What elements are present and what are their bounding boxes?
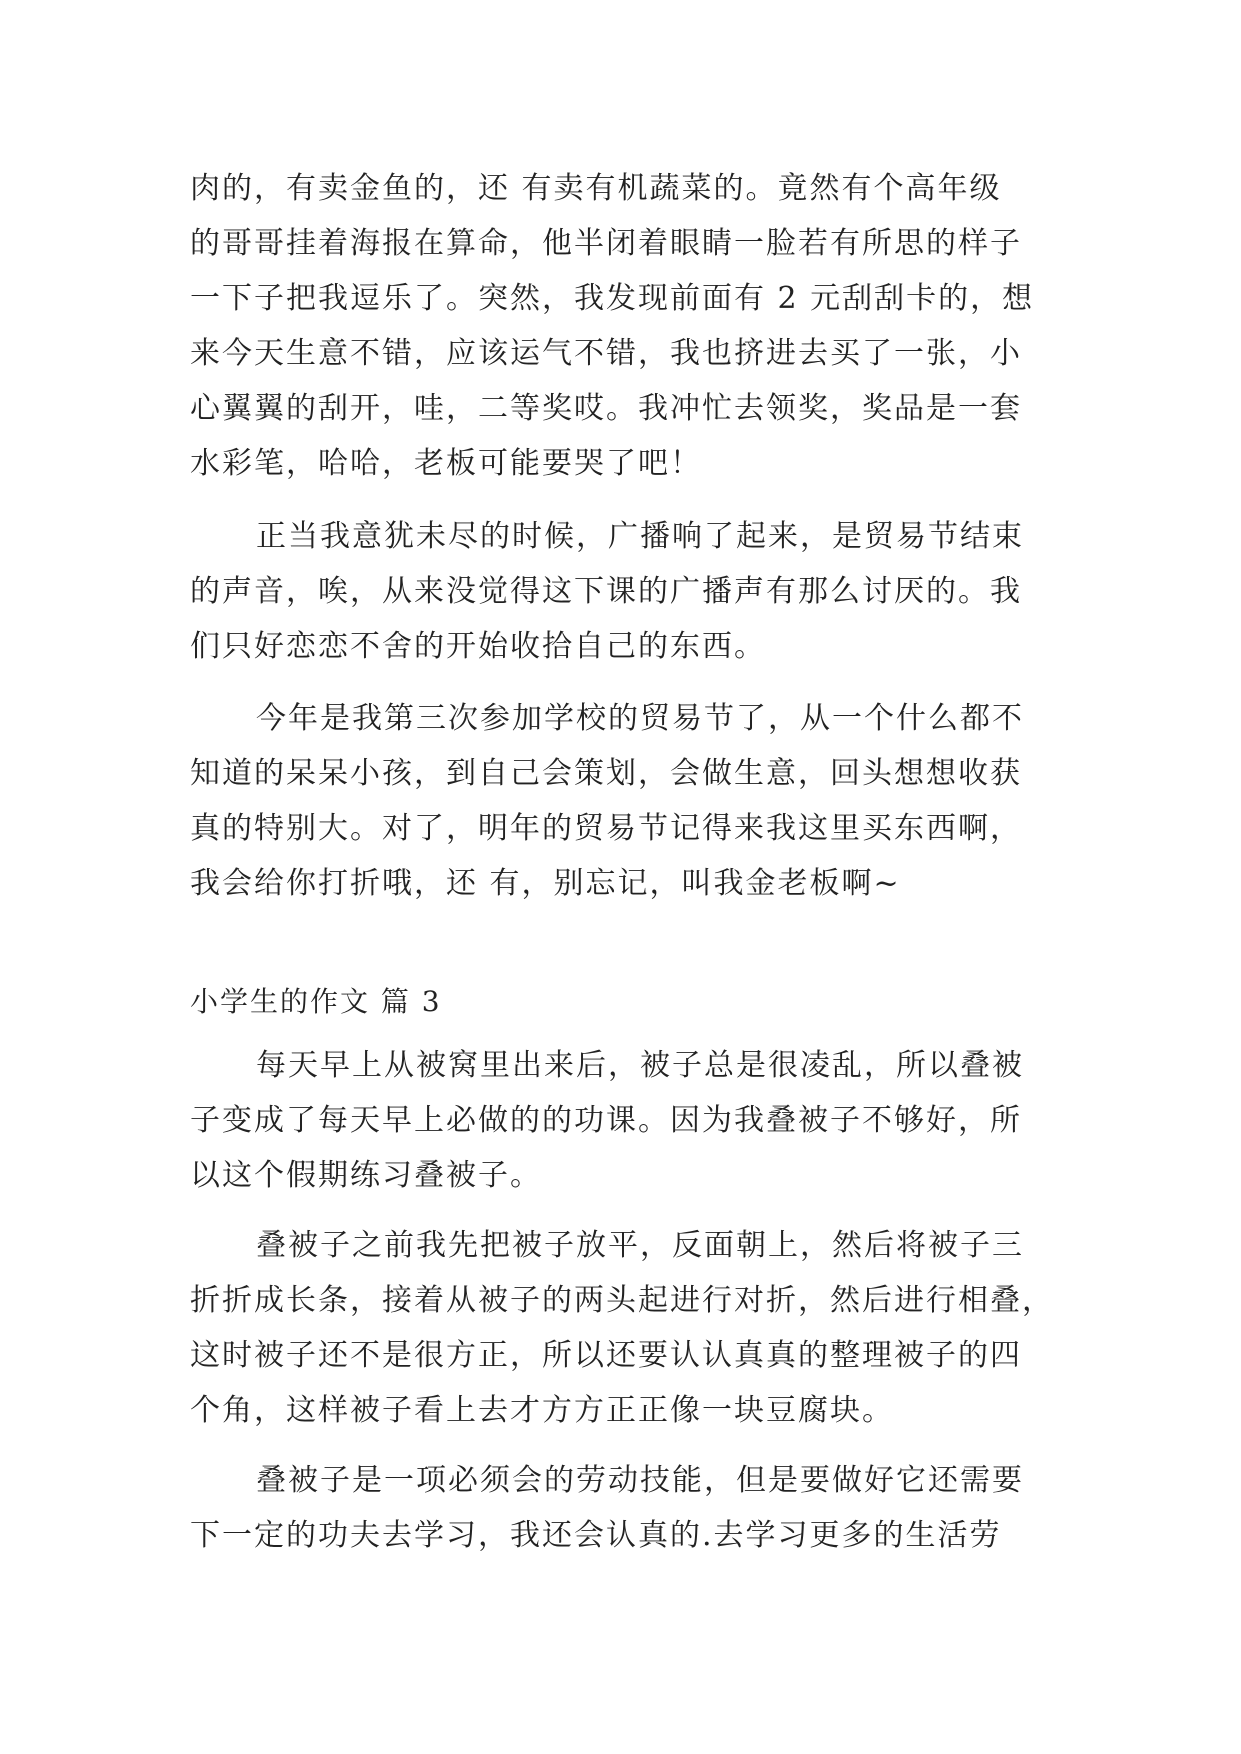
text-line: 叠被子是一项必须会的劳动技能，但是要做好它还需要 bbox=[256, 1463, 1024, 1498]
paragraph-messy-quilt bbox=[190, 1038, 1090, 1203]
text-line: 个角，这样被子看上去才方方正正像一块豆腐块。 bbox=[190, 1393, 894, 1428]
text-line: 水彩笔，哈哈，老板可能要哭了吧！ bbox=[190, 446, 702, 481]
paragraph-labor-skill bbox=[190, 1453, 1090, 1563]
text-line: 的哥哥挂着海报在算命，他半闭着眼睛一脸若有所思的样子 bbox=[190, 226, 1022, 261]
text-line: 下一定的功夫去学习，我还会认真的.去学习更多的生活劳 bbox=[190, 1518, 1002, 1553]
text-line: 一下子把我逗乐了。突然，我发现前面有 2 元刮刮卡的，想 bbox=[190, 281, 1035, 316]
text-line: 每天早上从被窝里出来后，被子总是很凌乱，所以叠被 bbox=[256, 1048, 1024, 1083]
paragraph-folding-steps bbox=[190, 1218, 1090, 1438]
text-line: 我会给你打折哦，还 有，别忘记，叫我金老板啊~ bbox=[190, 866, 901, 901]
paragraph-broadcast-end bbox=[190, 509, 1090, 674]
paragraph-market-fun bbox=[190, 161, 1090, 491]
text-line: 心翼翼的刮开，哇，二等奖哎。我冲忙去领奖，奖品是一套 bbox=[190, 391, 1022, 426]
text-line: 这时被子还不是很方正，所以还要认认真真的整理被子的四 bbox=[190, 1338, 1022, 1373]
text-line: 以这个假期练习叠被子。 bbox=[190, 1158, 542, 1193]
text-line: 们只好恋恋不舍的开始收拾自己的东西。 bbox=[190, 629, 766, 664]
text-line: 真的特别大。对了，明年的贸易节记得来我这里买东西啊， bbox=[190, 811, 1022, 846]
paragraph-third-trade-fair bbox=[190, 691, 1090, 911]
text-line: 子变成了每天早上必做的的功课。因为我叠被子不够好，所 bbox=[190, 1103, 1022, 1138]
essay-heading: 小学生的作文 篇 3 bbox=[190, 985, 442, 1018]
text-line: 来今天生意不错，应该运气不错，我也挤进去买了一张，小 bbox=[190, 336, 1022, 371]
text-line: 的声音，唉，从来没觉得这下课的广播声有那么讨厌的。我 bbox=[190, 574, 1022, 609]
text-line: 肉的，有卖金鱼的，还 有卖有机蔬菜的。竟然有个高年级 bbox=[190, 171, 1002, 206]
text-line: 折折成长条，接着从被子的两头起进行对折，然后进行相叠， bbox=[190, 1283, 1054, 1318]
text-line: 正当我意犹未尽的时候，广播响了起来，是贸易节结束 bbox=[256, 519, 1024, 554]
text-line: 知道的呆呆小孩，到自己会策划，会做生意，回头想想收获 bbox=[190, 756, 1022, 791]
text-line: 叠被子之前我先把被子放平，反面朝上，然后将被子三 bbox=[256, 1228, 1024, 1263]
text-line: 今年是我第三次参加学校的贸易节了，从一个什么都不 bbox=[256, 701, 1024, 736]
